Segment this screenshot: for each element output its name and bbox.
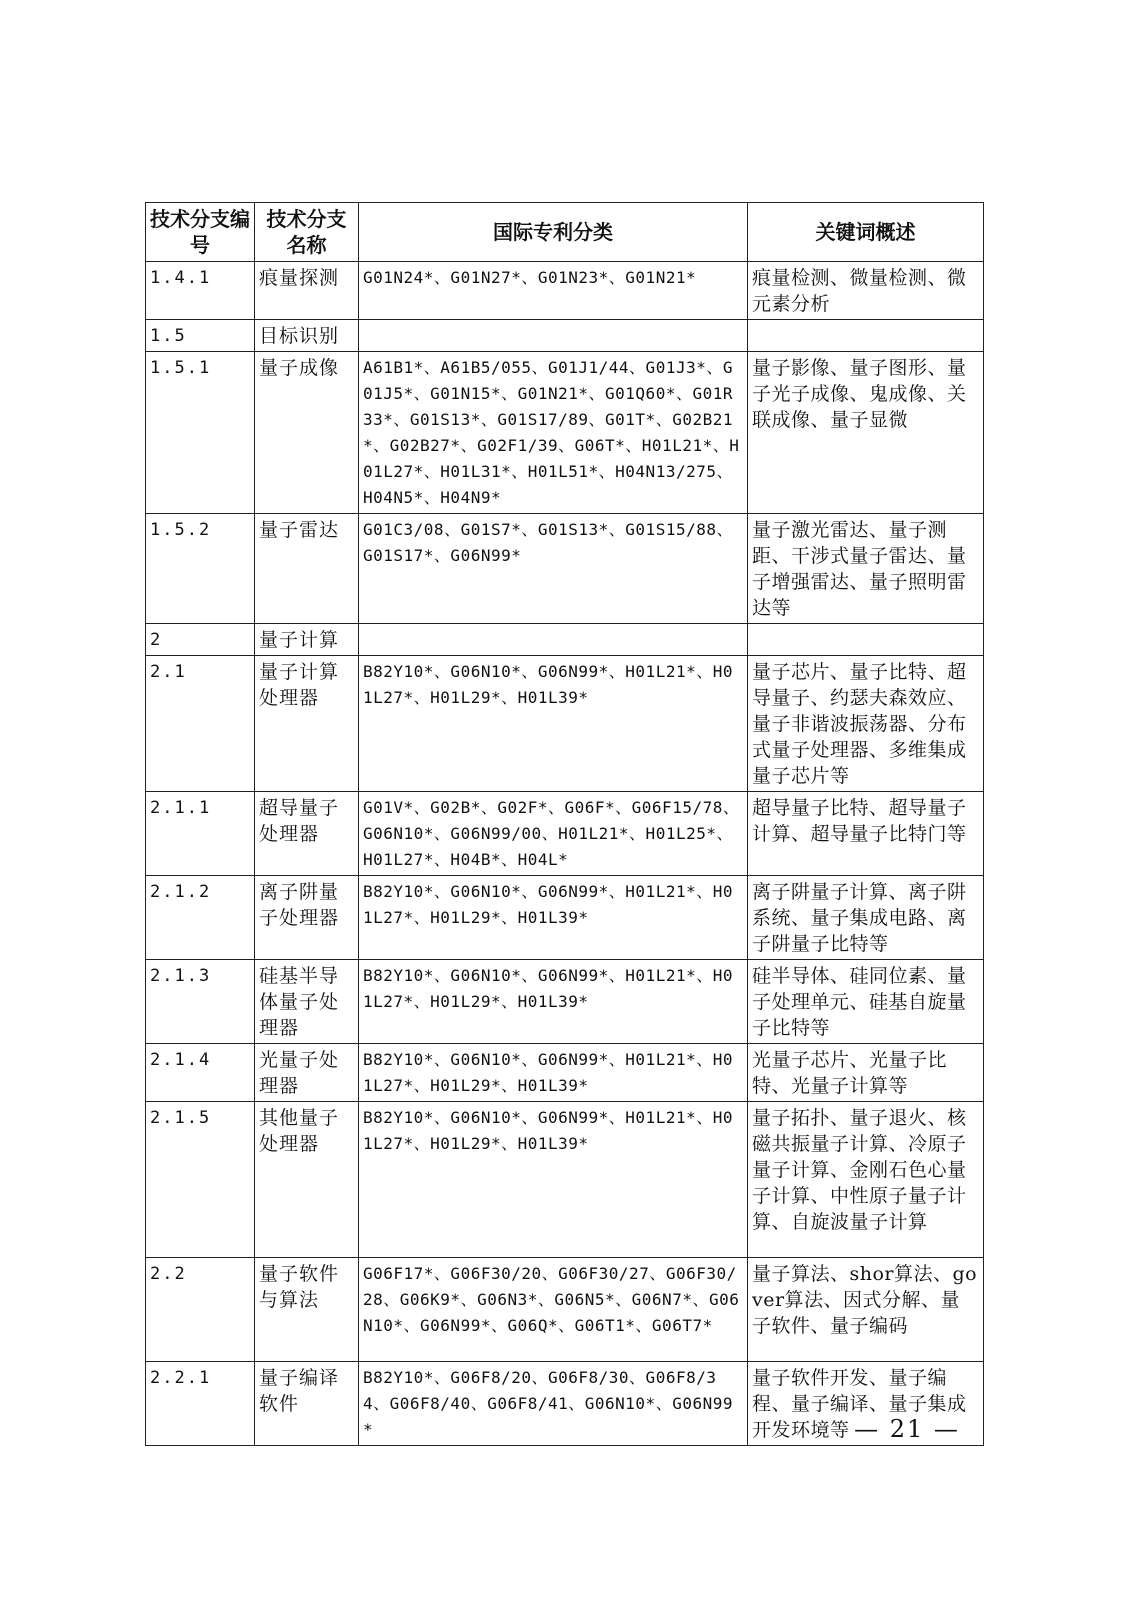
table-body bbox=[146, 262, 984, 1446]
keywords-cell: 量子影像、量子图形、量子光子成像、鬼成像、关联成像、量子显微 bbox=[748, 352, 984, 514]
table-row bbox=[146, 1102, 984, 1258]
ipc-cell: B82Y10*、G06N10*、G06N99*、H01L21*、H01L27*、H01L29*、H01L39* bbox=[359, 960, 748, 1044]
header-keywords: 关键词概述 bbox=[748, 203, 984, 262]
branch-name-cell: 超导量子处理器 bbox=[255, 792, 359, 876]
keywords-cell: 量子芯片、量子比特、超导量子、约瑟夫森效应、量子非谐波振荡器、分布式量子处理器、多维集成量子芯片等 bbox=[748, 656, 984, 792]
branch-name-cell: 量子雷达 bbox=[255, 514, 359, 624]
branch-name-cell: 痕量探测 bbox=[255, 262, 359, 320]
keywords-cell: 超导量子比特、超导量子计算、超导量子比特门等 bbox=[748, 792, 984, 876]
header-branch-name: 技术分支名称 bbox=[255, 203, 359, 262]
header-branch-id: 技术分支编号 bbox=[146, 203, 255, 262]
ipc-cell: B82Y10*、G06N10*、G06N99*、H01L21*、H01L27*、H01L29*、H01L39* bbox=[359, 656, 748, 792]
table-row bbox=[146, 876, 984, 960]
keywords-cell: 量子拓扑、量子退火、核磁共振量子计算、冷原子量子计算、金刚石色心量子计算、中性原子量子计算、自旋波量子计算 bbox=[748, 1102, 984, 1258]
table-row bbox=[146, 656, 984, 792]
branch-name-cell: 目标识别 bbox=[255, 320, 359, 352]
ipc-cell: G01N24*、G01N27*、G01N23*、G01N21* bbox=[359, 262, 748, 320]
branch-id-cell: 2.1.3 bbox=[146, 960, 255, 1044]
table-row bbox=[146, 514, 984, 624]
keywords-cell bbox=[748, 624, 984, 656]
table-row bbox=[146, 1258, 984, 1362]
branch-id-cell: 2.1 bbox=[146, 656, 255, 792]
branch-id-cell: 2.1.5 bbox=[146, 1102, 255, 1258]
ipc-cell bbox=[359, 320, 748, 352]
table-row bbox=[146, 262, 984, 320]
header-row bbox=[146, 203, 984, 262]
branch-id-cell: 2.2 bbox=[146, 1258, 255, 1362]
ipc-cell: B82Y10*、G06N10*、G06N99*、H01L21*、H01L27*、H01L29*、H01L39* bbox=[359, 1102, 748, 1258]
branch-id-cell: 2.2.1 bbox=[146, 1362, 255, 1446]
branch-id-cell: 2.1.2 bbox=[146, 876, 255, 960]
branch-name-cell: 硅基半导体量子处理器 bbox=[255, 960, 359, 1044]
header-ipc: 国际专利分类 bbox=[359, 203, 748, 262]
keywords-cell: 量子激光雷达、量子测距、干涉式量子雷达、量子增强雷达、量子照明雷达等 bbox=[748, 514, 984, 624]
table-row bbox=[146, 1044, 984, 1102]
ipc-cell: G01C3/08、G01S7*、G01S13*、G01S15/88、G01S17*、G06N99* bbox=[359, 514, 748, 624]
branch-id-cell: 1.4.1 bbox=[146, 262, 255, 320]
keywords-cell: 硅半导体、硅同位素、量子处理单元、硅基自旋量子比特等 bbox=[748, 960, 984, 1044]
keywords-cell: 光量子芯片、光量子比特、光量子计算等 bbox=[748, 1044, 984, 1102]
branch-id-cell: 1.5.1 bbox=[146, 352, 255, 514]
keywords-cell: 痕量检测、微量检测、微元素分析 bbox=[748, 262, 984, 320]
table-row bbox=[146, 960, 984, 1044]
page-number: — 21 — bbox=[854, 1415, 960, 1443]
keywords-cell: 量子算法、shor算法、gover算法、因式分解、量子软件、量子编码 bbox=[748, 1258, 984, 1362]
branch-name-cell: 离子阱量子处理器 bbox=[255, 876, 359, 960]
branch-id-cell: 2 bbox=[146, 624, 255, 656]
ipc-cell: B82Y10*、G06N10*、G06N99*、H01L21*、H01L27*、H01L29*、H01L39* bbox=[359, 876, 748, 960]
ipc-cell: B82Y10*、G06N10*、G06N99*、H01L21*、H01L27*、H01L29*、H01L39* bbox=[359, 1044, 748, 1102]
table-row bbox=[146, 624, 984, 656]
ipc-cell: G06F17*、G06F30/20、G06F30/27、G06F30/28、G06K9*、G06N3*、G06N5*、G06N7*、G06N10*、G06N99*、G06Q*、G06T1*、G06T7* bbox=[359, 1258, 748, 1362]
branch-name-cell: 量子成像 bbox=[255, 352, 359, 514]
branch-name-cell: 其他量子处理器 bbox=[255, 1102, 359, 1258]
ipc-cell: G01V*、G02B*、G02F*、G06F*、G06F15/78、G06N10*、G06N99/00、H01L21*、H01L25*、H01L27*、H04B*、H04L* bbox=[359, 792, 748, 876]
ipc-cell bbox=[359, 624, 748, 656]
ipc-cell: B82Y10*、G06F8/20、G06F8/30、G06F8/34、G06F8/40、G06F8/41、G06N10*、G06N99* bbox=[359, 1362, 748, 1446]
table-row bbox=[146, 352, 984, 514]
keywords-cell: 量子软件开发、量子编程、量子编译、量子集成开发环境等 bbox=[748, 1362, 984, 1446]
table-row bbox=[146, 320, 984, 352]
branch-id-cell: 2.1.4 bbox=[146, 1044, 255, 1102]
branch-name-cell: 量子计算处理器 bbox=[255, 656, 359, 792]
classification-table bbox=[145, 202, 984, 1446]
branch-id-cell: 1.5.2 bbox=[146, 514, 255, 624]
branch-id-cell: 2.1.1 bbox=[146, 792, 255, 876]
branch-name-cell: 量子编译软件 bbox=[255, 1362, 359, 1446]
ipc-cell: A61B1*、A61B5/055、G01J1/44、G01J3*、G01J5*、G01N15*、G01N21*、G01Q60*、G01R33*、G01S13*、G01S17/89、G01T*、G02B21*、G02B27*、G02F1/39、G06T*、H01L21*、H01L27*、H01L31*、H01L51*、H04N13/275、H04N5*、H04N9* bbox=[359, 352, 748, 514]
branch-id-cell: 1.5 bbox=[146, 320, 255, 352]
table-header bbox=[146, 203, 984, 262]
branch-name-cell: 量子计算 bbox=[255, 624, 359, 656]
table-row bbox=[146, 792, 984, 876]
keywords-cell bbox=[748, 320, 984, 352]
branch-name-cell: 量子软件与算法 bbox=[255, 1258, 359, 1362]
keywords-cell: 离子阱量子计算、离子阱系统、量子集成电路、离子阱量子比特等 bbox=[748, 876, 984, 960]
branch-name-cell: 光量子处理器 bbox=[255, 1044, 359, 1102]
